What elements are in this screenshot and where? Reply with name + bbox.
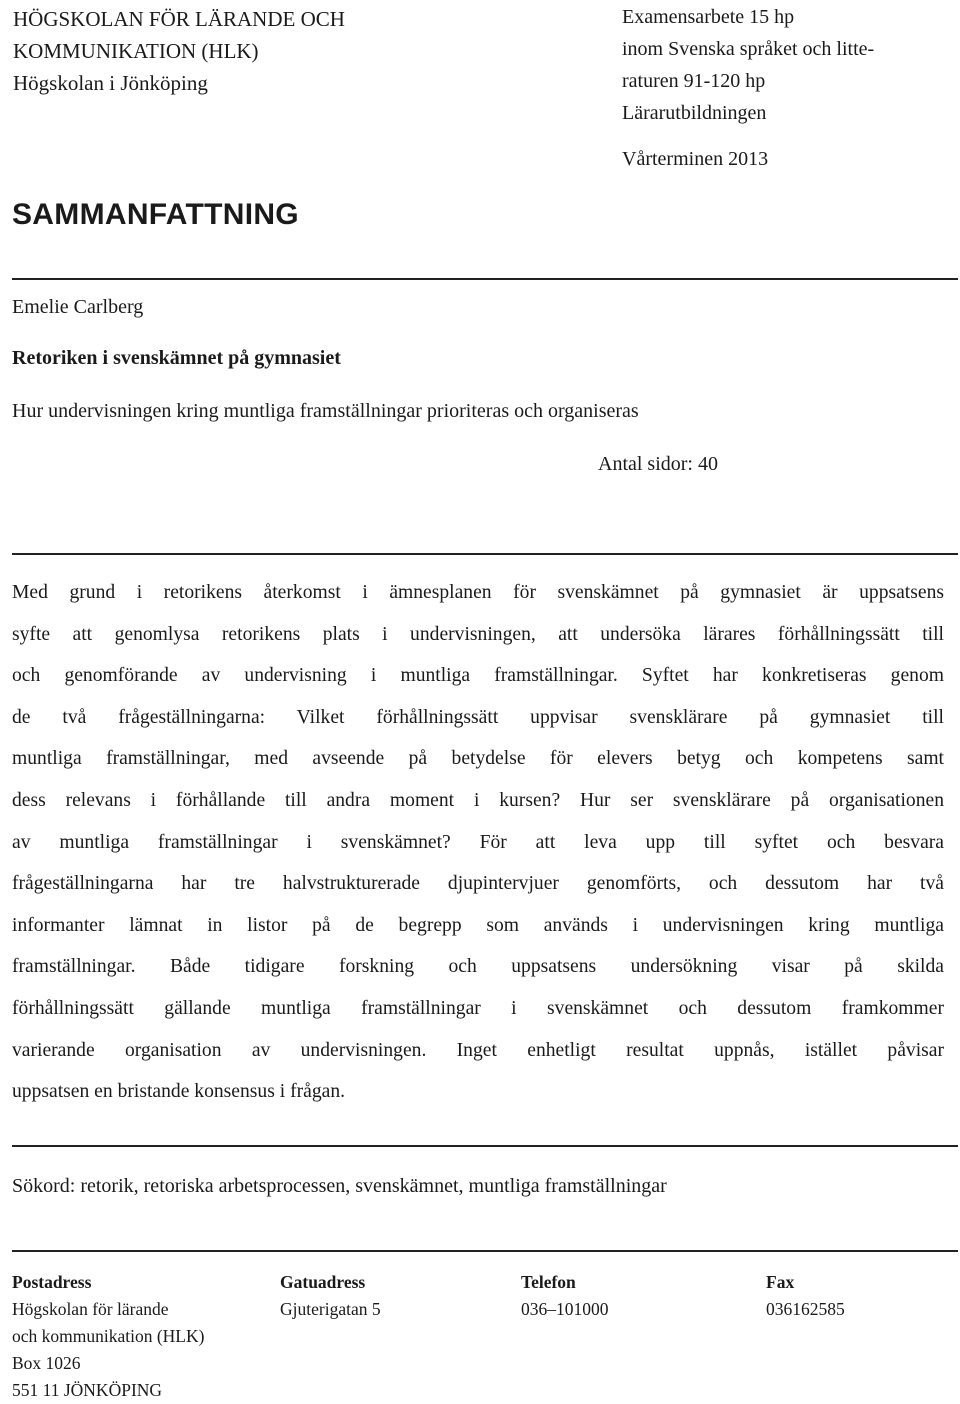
course-line: raturen 91-120 hp [622,70,766,92]
abstract-line: framställningar. Både tidigare forskning och uppsatsens undersökning visar på skilda [12,956,944,978]
institution-line: KOMMUNIKATION (HLK) [13,39,259,63]
page-title: SAMMANFATTNING [12,198,299,231]
institution-block [13,3,345,99]
footer-heading: Fax [766,1272,795,1292]
footer-phone [521,1269,609,1323]
institution-line: HÖGSKOLAN FÖR LÄRANDE OCH [13,7,345,31]
footer-fax [766,1269,845,1323]
institution-line: Högskolan i Jönköping [13,71,208,95]
author: Emelie Carlberg [12,296,144,318]
footer-heading: Telefon [521,1272,576,1292]
course-line: Lärarutbildningen [622,102,767,124]
divider [12,553,958,555]
abstract-line: muntliga framställningar, med avseende på betydelse för elevers betyg och kompetens samt [12,748,944,770]
abstract-line: de två frågeställningarna: Vilket förhållningssätt uppvisar svensklärare på gymnasiet till [12,706,944,728]
footer-heading: Postadress [12,1272,92,1292]
footer-line: 036–101000 [521,1299,609,1319]
term: Vårterminen 2013 [622,148,769,170]
footer-heading: Gatuadress [280,1272,366,1292]
abstract-line: uppsatsen en bristande konsensus i frågan. [12,1081,346,1103]
divider [12,1250,958,1252]
footer-line: Box 1026 [12,1353,81,1373]
thesis-subtitle: Hur undervisningen kring muntliga framställningar prioriteras och organiseras [12,400,639,422]
course-block [622,1,874,129]
abstract-line: förhållningssätt gällande muntliga framställningar i svenskämnet och dessutom framkommer [12,997,944,1019]
abstract-line: dess relevans i förhållande till andra moment i kursen? Hur ser svensklärare på organisationen [12,789,944,811]
course-line: inom Svenska språket och litte- [622,38,875,60]
abstract-line: informanter lämnat in listor på de begrepp som används i undervisningen kring muntliga [12,914,944,936]
page-count: Antal sidor: 40 [598,453,718,475]
keywords: Sökord: retorik, retoriska arbetsprocessen, svenskämnet, muntliga framställningar [12,1175,667,1197]
abstract-line: och genomförande av undervisning i muntliga framställningar. Syftet har konkretiseras genom [12,665,944,687]
abstract-line: syfte att genomlysa retorikens plats i undervisningen, att undersöka lärares förhållningssätt till [12,623,944,645]
footer-line: Gjuterigatan 5 [280,1299,381,1319]
abstract-line: varierande organisation av undervisningen. Inget enhetligt resultat uppnås, istället påvisar [12,1039,944,1061]
divider [12,1145,958,1147]
abstract-line: av muntliga framställningar i svenskämnet? För att leva upp till syftet och besvara [12,831,944,853]
footer-line: och kommunikation (HLK) [12,1326,205,1346]
thesis-title: Retoriken i svenskämnet på gymnasiet [12,347,341,369]
footer-line: 036162585 [766,1299,845,1319]
divider [12,278,958,280]
course-line: Examensarbete 15 hp [622,6,795,28]
abstract [12,572,944,1113]
abstract-line: frågeställningarna har tre halvstrukturerade djupintervjuer genomförts, och dessutom har två [12,873,944,895]
footer-line: Högskolan för lärande [12,1299,169,1319]
footer-street-address [280,1269,381,1323]
footer-line: 551 11 JÖNKÖPING [12,1380,163,1400]
abstract-line: Med grund i retorikens återkomst i ämnesplanen för svenskämnet på gymnasiet är uppsatsens [12,582,944,603]
footer-postal-address [12,1269,204,1404]
